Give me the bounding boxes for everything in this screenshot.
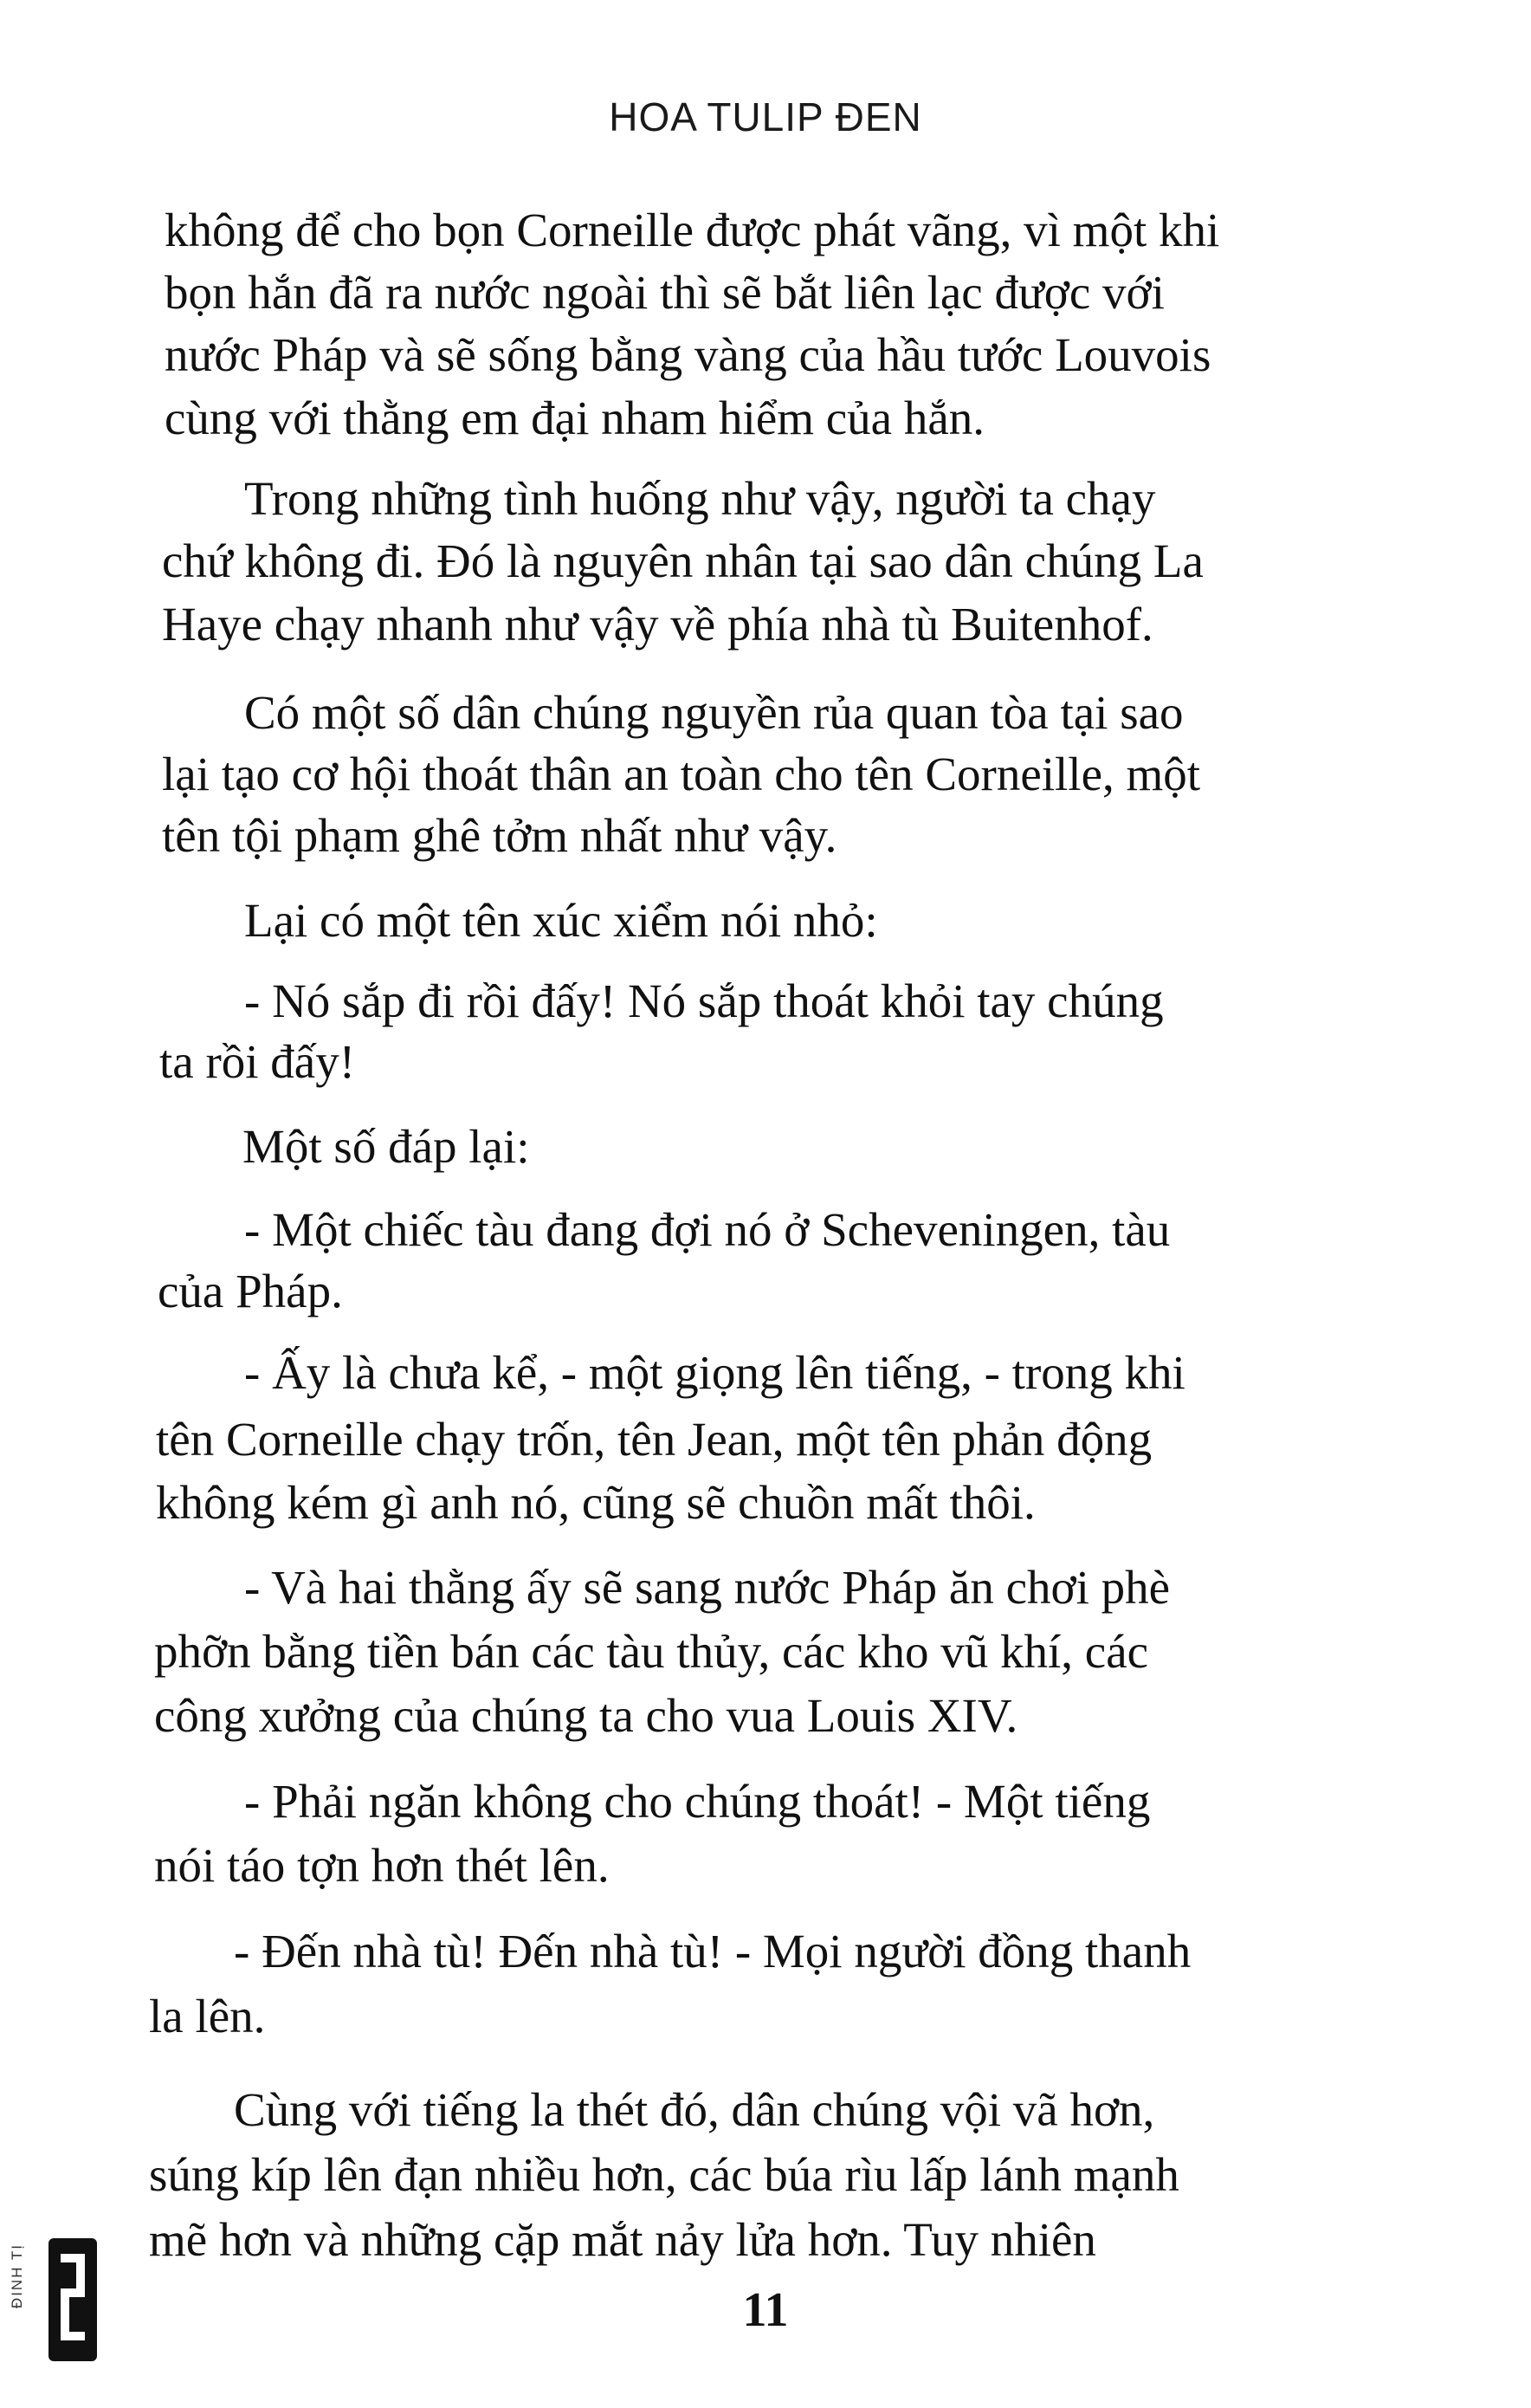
text-line: tên Corneille chạy trốn, tên Jean, một tên phản động [156,1413,1153,1466]
text-line: không để cho bọn Corneille được phát vãng, vì một khi [165,204,1220,256]
text-line: nước Pháp và sẽ sống bằng vàng của hầu tước Louvois [165,328,1211,381]
text-line: Haye chạy nhanh như vậy về phía nhà tù Buitenhof. [162,598,1153,651]
text-line: phỡn bằng tiền bán các tàu thủy, các kho vũ khí, các [154,1625,1149,1678]
text-line: - Ấy là chưa kể, - một giọng lên tiếng, - trong khi [244,1346,1185,1399]
running-header: HOA TULIP ĐEN [609,94,922,139]
text-line: - Và hai thằng ấy sẽ sang nước Pháp ăn chơi phè [244,1561,1171,1614]
page-number: 11 [742,2283,789,2337]
publisher-logo-text: ĐINH TỊ [9,2243,25,2309]
text-line: cùng với thằng em đại nham hiểm của hắn. [165,392,985,444]
text-line: súng kíp lên đạn nhiều hơn, các búa rìu lấp lánh mạnh [149,2148,1179,2201]
text-line: Lại có một tên xúc xiểm nói nhỏ: [244,894,878,947]
text-line: Trong những tình huống như vậy, người ta chạy [244,472,1156,525]
text-line: - Phải ngăn không cho chúng thoát! - Một tiếng [244,1775,1151,1828]
text-line: - Nó sắp đi rồi đấy! Nó sắp thoát khỏi tay chúng [244,974,1164,1027]
text-line: Cùng với tiếng la thét đó, dân chúng vội vã hơn, [234,2083,1155,2136]
text-line: của Pháp. [158,1265,343,1317]
text-line: lại tạo cơ hội thoát thân an toàn cho tên Corneille, một [162,748,1201,800]
text-line: la lên. [149,1990,266,2042]
text-line: - Một chiếc tàu đang đợi nó ở Scheveningen, tàu [244,1203,1171,1256]
text-line: Một số đáp lại: [242,1120,530,1173]
text-line: Có một số dân chúng nguyền rủa quan tòa tại sao [244,686,1184,739]
text-line: nói táo tợn hơn thét lên. [154,1839,610,1892]
text-line: không kém gì anh nó, cũng sẽ chuồn mất thôi. [156,1476,1036,1529]
text-line: tên tội phạm ghê tởm nhất như vậy. [162,809,837,862]
text-line: ta rồi đấy! [159,1035,356,1088]
text-line: bọn hắn đã ra nước ngoài thì sẽ bắt liên lạc được với [165,266,1165,319]
text-line: mẽ hơn và những cặp mắt nảy lửa hơn. Tuy nhiên [149,2213,1096,2266]
text-line: chứ không đi. Đó là nguyên nhân tại sao dân chúng La [162,534,1204,587]
text-line: công xưởng của chúng ta cho vua Louis XIV. [154,1689,1018,1742]
text-line: - Đến nhà tù! Đến nhà tù! - Mọi người đồng thanh [234,1925,1192,1978]
